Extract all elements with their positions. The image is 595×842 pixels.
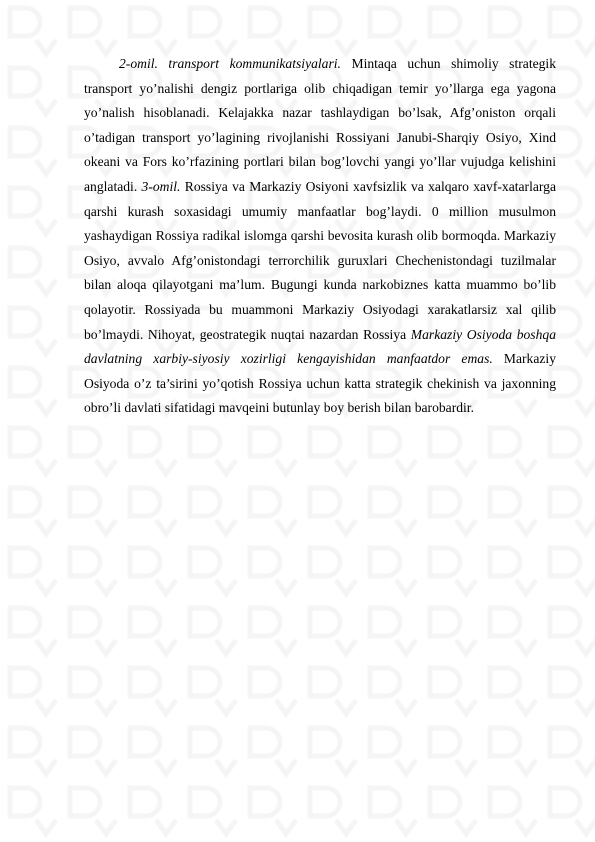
factor-3-heading: 3-omil. xyxy=(141,178,181,194)
main-paragraph xyxy=(84,52,556,421)
closing-text: Markaziy Osiyoda o’z ta’sirini yo’qotish Rossiya uchun katta strategik chekinish va jaxonning obro’li davlati sifatidagi mavqeini butunlay boy berish bilan barobardir. xyxy=(84,351,556,416)
factor-2-heading: 2-omil. transport kommunikatsiyalari. xyxy=(119,56,341,71)
emphasis-phrase: Markaziy Osiyoda boshqa davlatning xarbiy-siyosiy xozirligi kengayishidan manfaatdor emas. xyxy=(84,326,556,367)
factor-2-text: Mintaqa uchun shimoliy strategik transport yo’nalishi dengiz portlariga olib chiqadigan temir yo’llarga ega yagona yo’nalish hisoblanadi. Kelajakka nazar tashlaydigan bo’lsak, Afg’oniston orqali o’tadigan transport yo’lagining rivojlanishi Rossiyani Janubi-Sharqiy Osiyo, Xind okeani va Fors ko’rfazining portlari bilan bog’lovchi yangi yo’llar vujudga kelishini anglatadi. xyxy=(84,56,556,194)
factor-3-text: Rossiya va Markaziy Osiyoni xavfsizlik va xalqaro xavf-xatarlarga qarshi kurash soxasidagi umumiy manfaatlar bog’laydi. 0 million musulmon yashaydigan Rossiya radikal islomga qarshi bevosita kurash olib bormoqda. Markaziy Osiyo, avvalo Afg’onistondagi terrorchilik guruxlari Chechenistondagi tuzilmalar bilan aloqa qilayotgani ma’lum. Bugungi kunda narkobiznes katta muammo bo’lib qolayotir. Rossiyada bu muammoni Markaziy Osiyodagi xarakatlarsiz xal qilib bo’lmaydi. Nihoyat, geostrategik nuqtai nazardan Rossiya xyxy=(84,178,556,342)
